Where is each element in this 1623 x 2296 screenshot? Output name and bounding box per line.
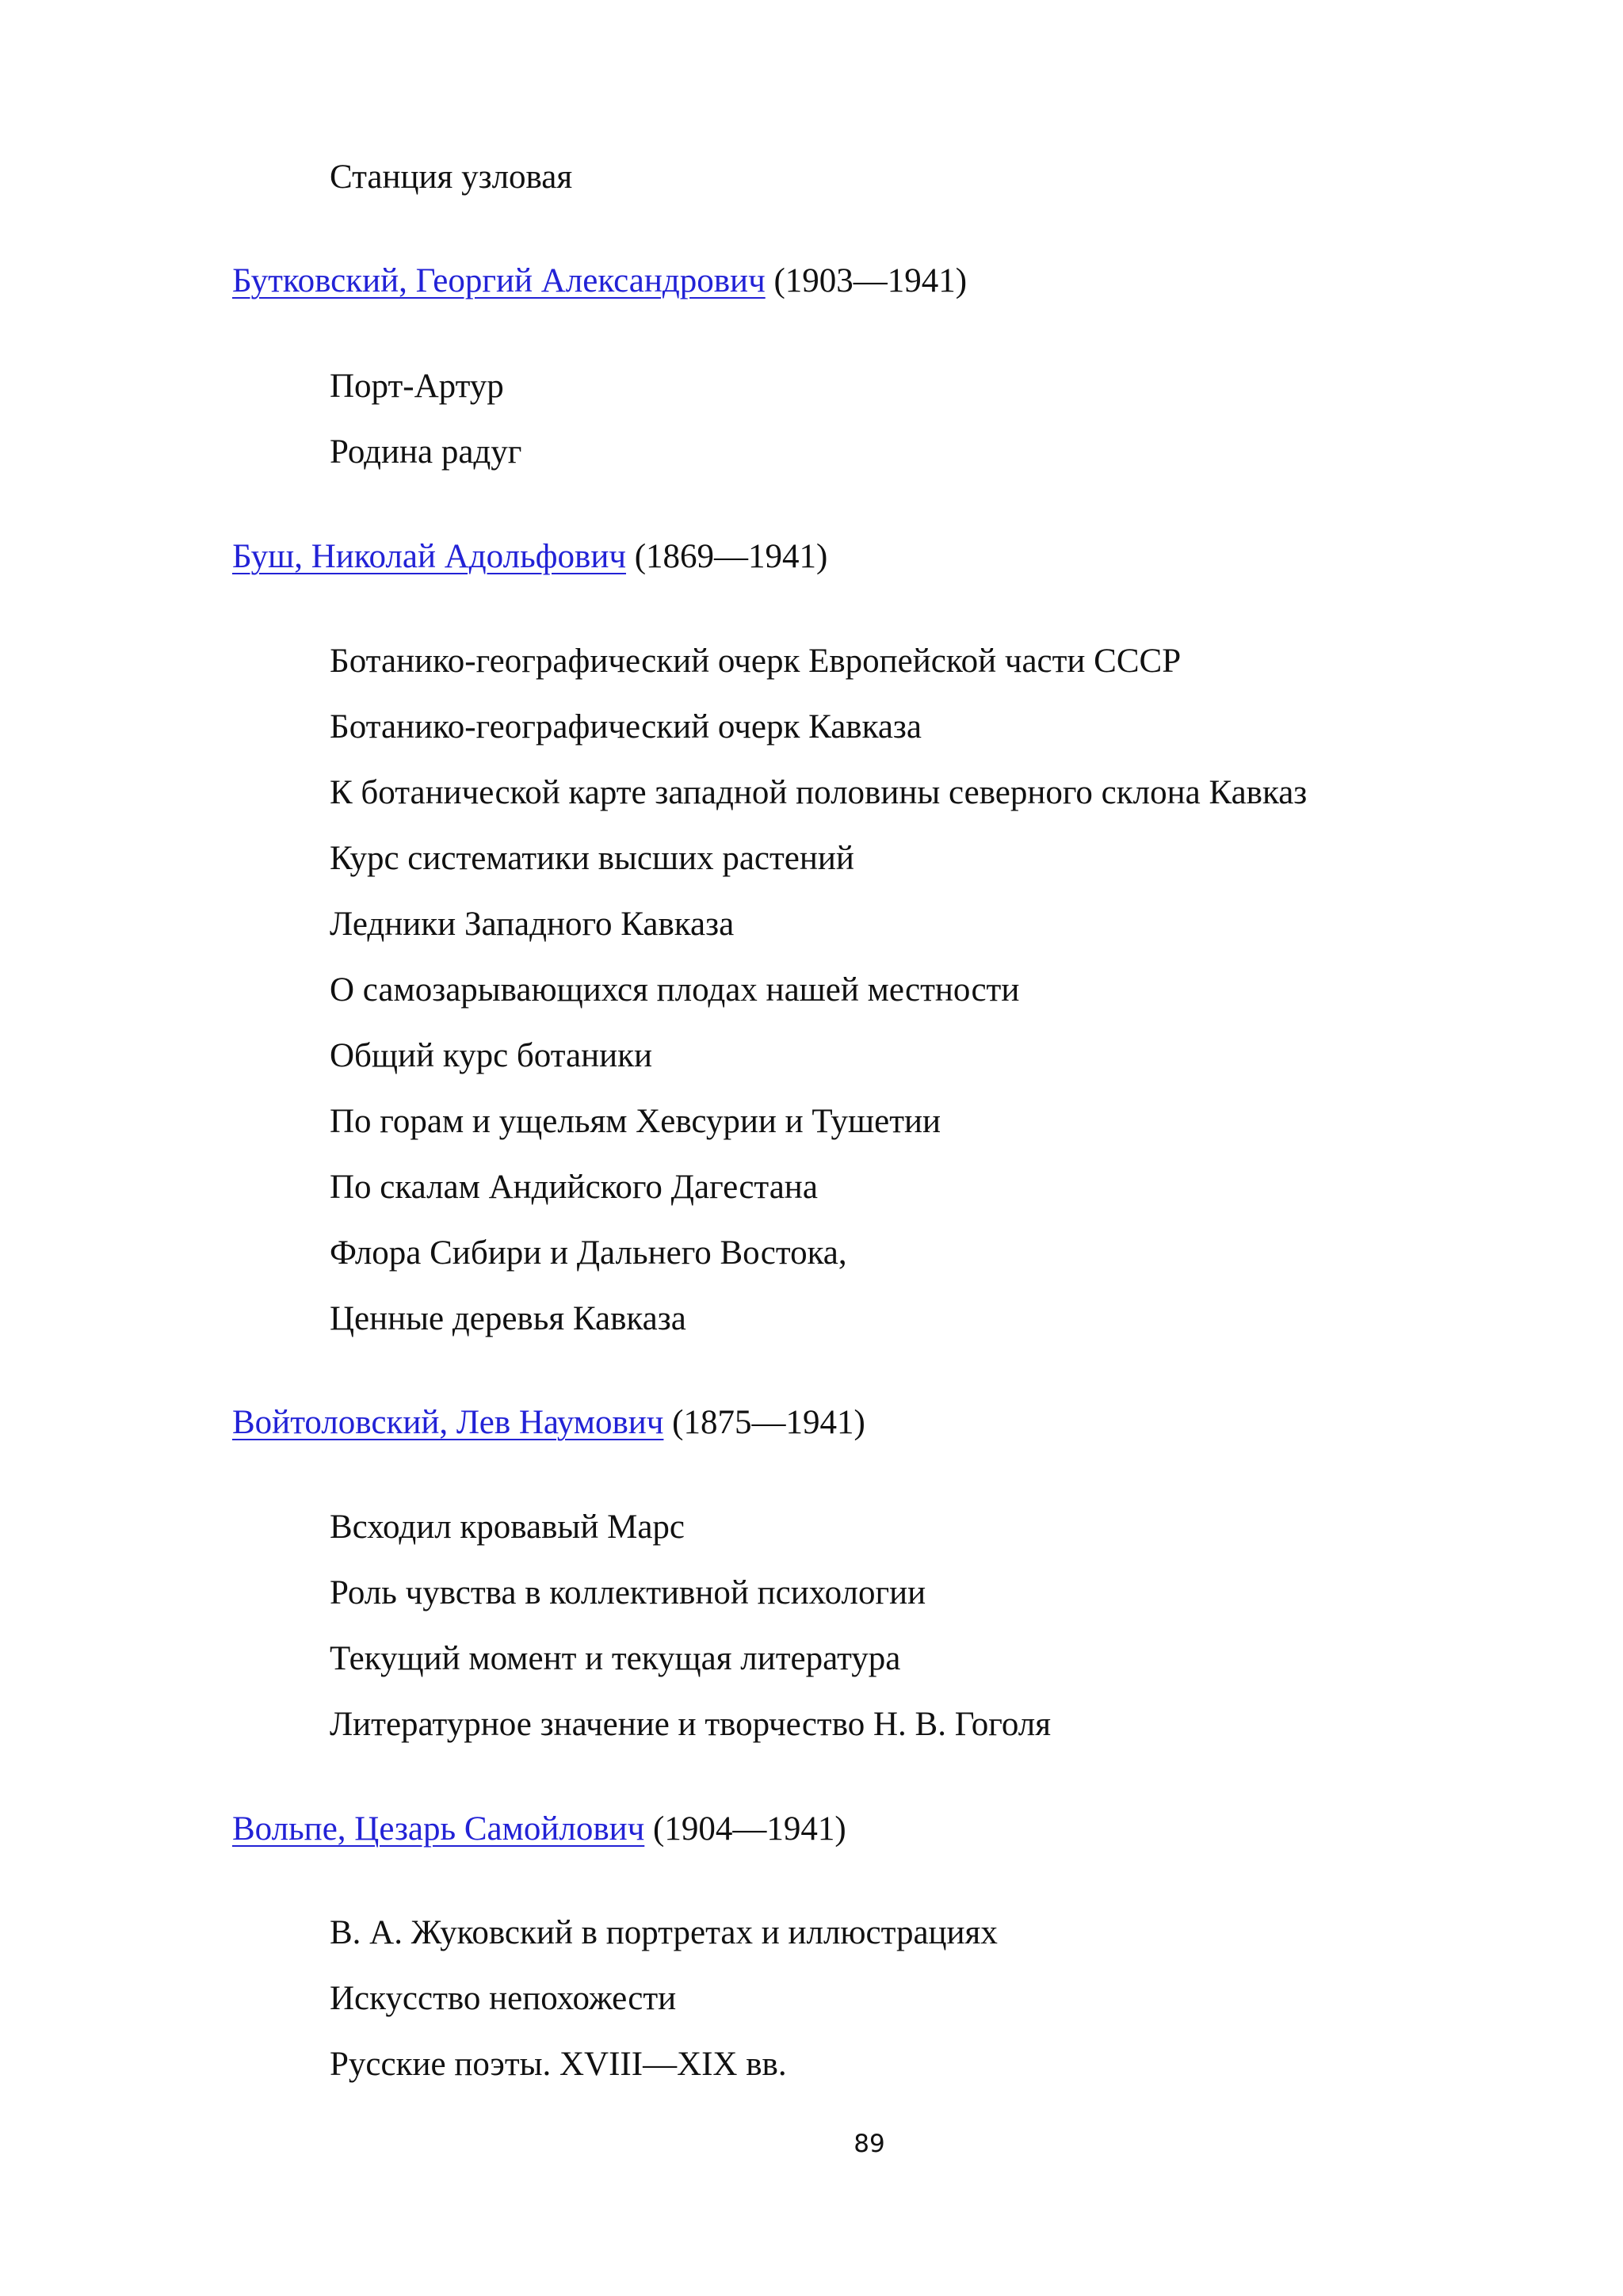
author-link[interactable]: Войтоловский, Лев Наумович bbox=[232, 1404, 664, 1441]
work-title: Ботанико-географический очерк Кавказа bbox=[330, 708, 922, 746]
author-entry bbox=[232, 533, 827, 581]
work-title: К ботанической карте западной половины северного склона Кавказ bbox=[330, 774, 1308, 811]
work-title: Станция узловая bbox=[330, 158, 573, 196]
work-title: Литературное значение и творчество Н. В. Гоголя bbox=[330, 1706, 1052, 1743]
author-entry bbox=[232, 257, 967, 305]
work-title: Флора Сибири и Дальнего Востока, bbox=[330, 1234, 847, 1272]
work-title: Ледники Западного Кавказа bbox=[330, 906, 735, 943]
work-title: По горам и ущельям Хевсурии и Тушетии bbox=[330, 1103, 941, 1140]
author-dates: (1875—1941) bbox=[672, 1404, 865, 1441]
work-title: Общий курс ботаники bbox=[330, 1037, 653, 1074]
author-entry bbox=[232, 1399, 865, 1447]
author-dates: (1904—1941) bbox=[653, 1810, 846, 1848]
author-link[interactable]: Буш, Николай Адольфович bbox=[232, 538, 626, 575]
author-dates: (1903—1941) bbox=[773, 262, 968, 299]
work-title: Родина радуг bbox=[330, 433, 522, 471]
work-title: Роль чувства в коллективной психологии bbox=[330, 1574, 926, 1611]
author-link[interactable]: Вольпе, Цезарь Самойлович bbox=[232, 1810, 645, 1848]
work-title: Искусство непохожести bbox=[330, 1980, 677, 2017]
work-title: О самозарывающихся плодах нашей местности bbox=[330, 971, 1020, 1009]
work-title: Порт-Артур bbox=[330, 368, 504, 405]
work-title: В. А. Жуковский в портретах и иллюстрациях bbox=[330, 1914, 998, 1951]
work-title: По скалам Андийского Дагестана bbox=[330, 1169, 818, 1206]
page-number: 89 bbox=[854, 2130, 885, 2158]
author-link[interactable]: Бутковский, Георгий Александрович bbox=[232, 262, 766, 299]
work-title: Текущий момент и текущая литература bbox=[330, 1640, 901, 1677]
author-entry bbox=[232, 1806, 846, 1853]
work-title: Ботанико-географический очерк Европейской части СССР bbox=[330, 643, 1182, 680]
author-dates: (1869—1941) bbox=[634, 538, 828, 575]
work-title: Русские поэты. XVIII—XIX вв. bbox=[330, 2046, 787, 2083]
work-title: Ценные деревья Кавказа bbox=[330, 1300, 686, 1337]
work-title: Курс систематики высших растений bbox=[330, 840, 854, 877]
work-title: Всходил кровавый Марс bbox=[330, 1508, 685, 1546]
